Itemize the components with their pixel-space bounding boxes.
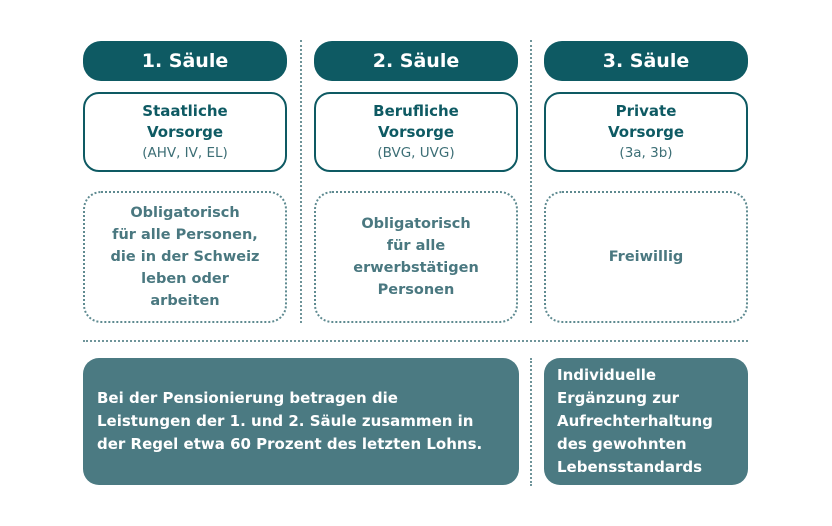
pillar-3-title: Private Vorsorge	[607, 101, 685, 141]
pillar-2-card	[314, 92, 518, 172]
pillar-2-subtitle: (BVG, UVG)	[377, 144, 455, 161]
pillar-1-card	[83, 92, 287, 172]
pillar-1-subtitle: (AHV, IV, EL)	[142, 144, 228, 161]
pillar-2-description: Obligatorisch für alle erwerbstätigen Personen	[353, 216, 479, 298]
pillar-1-header: 1. Säule	[83, 41, 287, 81]
pillar-3-description-box	[544, 191, 748, 323]
summary-pillar-3-text: Individuelle Ergänzung zur Aufrechterhaltung des gewohnten Lebensstandards	[557, 366, 713, 476]
pillar-3-card	[544, 92, 748, 172]
pillar-3-description: Freiwillig	[608, 249, 684, 265]
summary-pillars-1-2-text: Bei der Pensionierung betragen die Leistungen der 1. und 2. Säule zusammen in der Regel etwa 60 Prozent des letzten Lohns.	[97, 389, 483, 453]
summary-pillar-3	[544, 358, 748, 485]
pillar-1-title: Staatliche Vorsorge	[142, 101, 228, 141]
pillar-2-title: Berufliche Vorsorge	[373, 101, 459, 141]
section-separator	[83, 340, 748, 342]
pillar-2-description-box	[314, 191, 518, 323]
summary-pillars-1-2	[83, 358, 519, 485]
summary-separator	[530, 358, 532, 486]
column-separator-1	[300, 40, 302, 323]
pillar-1-description: Obligatorisch für alle Personen, die in der Schweiz leben oder arbeiten	[110, 205, 260, 309]
pillar-3-subtitle: (3a, 3b)	[619, 144, 673, 161]
pillar-3-header: 3. Säule	[544, 41, 748, 81]
column-separator-2	[530, 40, 532, 323]
pillar-1-description-box	[83, 191, 287, 323]
pillar-2-header: 2. Säule	[314, 41, 518, 81]
